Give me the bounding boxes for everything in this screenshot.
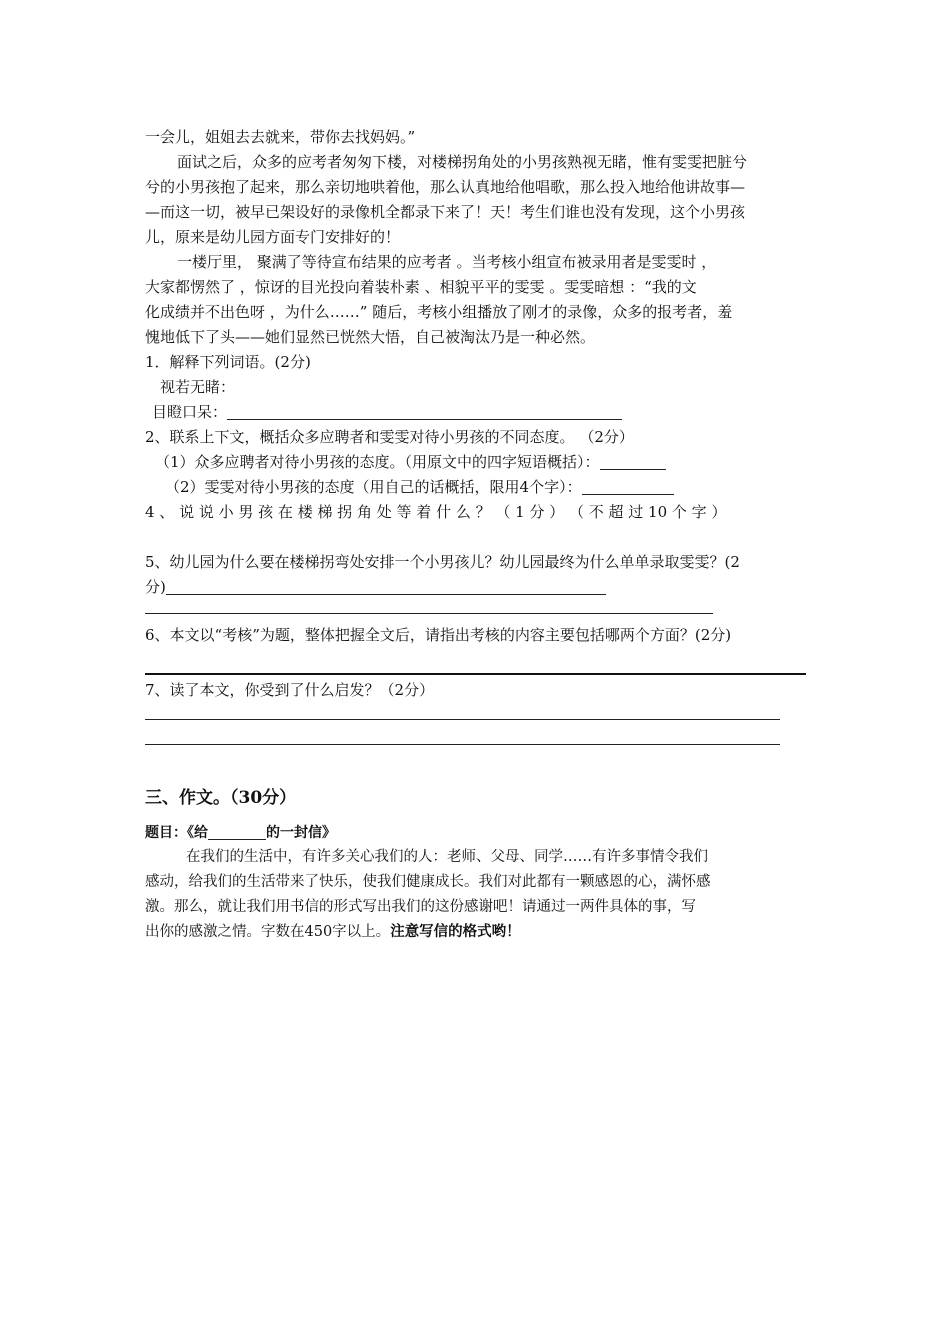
passage-line: 愧地低下了头——她们显然已恍然大悟，自己被淘汰乃是一种必然。 bbox=[145, 328, 596, 346]
composition-body-line: 在我们的生活中，有许多关心我们的人：老师、父母、同学……有许多事情令我们 bbox=[186, 849, 708, 865]
term-label: 目瞪口呆： bbox=[152, 403, 228, 421]
question-1-term-b bbox=[152, 400, 622, 424]
format-note: 注意写信的格式哟！ bbox=[390, 923, 521, 940]
composition-body-line: 出你的感激之情。字数在450字以上。 bbox=[145, 924, 391, 940]
answer-line[interactable] bbox=[145, 673, 806, 675]
passage-line: 一会儿，姐姐去去就来，带你去找妈妈。” bbox=[145, 128, 416, 146]
question-4: 4 、 说 说 小 男 孩 在 楼 梯 拐 角 处 等 着 什 么 ？ （ 1 分 ） （ 不 超 过 10 个 字 ） bbox=[145, 503, 727, 521]
composition-body-line: 激。那么，就让我们用书信的形式写出我们的这份感谢吧！请通过一两件具体的事，写 bbox=[145, 899, 696, 915]
composition-title bbox=[145, 821, 336, 845]
answer-line[interactable] bbox=[166, 578, 606, 595]
passage-line: 一楼厅里， 聚满了等待宣布结果的应考者 。当考核小组宣布被录用者是雯雯时 ， bbox=[177, 253, 717, 271]
question-2: 2、联系上下文，概括众多应聘者和雯雯对待小男孩的不同态度。 （2分） bbox=[145, 428, 634, 446]
question-5-cont bbox=[145, 575, 606, 599]
question-1: 1．解释下列词语。(2分) bbox=[145, 353, 311, 371]
title-blank[interactable] bbox=[208, 825, 266, 840]
answer-line[interactable] bbox=[145, 613, 713, 614]
answer-line[interactable] bbox=[227, 403, 622, 420]
question-2-part-1 bbox=[155, 450, 666, 474]
question-6: 6、本文以“考核”为题，整体把握全文后，请指出考核的内容主要包括哪两个方面？(2分) bbox=[145, 626, 732, 644]
passage-line: —而这一切，被早已架设好的录像机全都录下来了！天！考生们谁也没有发现，这个小男孩 bbox=[145, 203, 746, 221]
part-label: （1）众多应聘者对待小男孩的态度。（用原文中的四字短语概括）： bbox=[155, 453, 600, 471]
passage-line: 大家都愣然了 ，惊讶的目光投向着装朴素 、相貌平平的雯雯 。雯雯暗想 ：“我的文 bbox=[145, 278, 697, 296]
question-7: 7、读了本文，你受到了什么启发？（2分） bbox=[145, 681, 435, 699]
question-2-part-2 bbox=[165, 475, 674, 499]
passage-line: 兮的小男孩抱了起来，那么亲切地哄着他，那么认真地给他唱歌，那么投入地给他讲故事— bbox=[145, 178, 746, 196]
question-5-tail: 分) bbox=[145, 578, 166, 596]
title-suffix: 的一封信》 bbox=[266, 825, 336, 841]
answer-line[interactable] bbox=[145, 719, 780, 720]
answer-line[interactable] bbox=[582, 478, 674, 495]
passage-line: 儿，原来是幼儿园方面专门安排好的！ bbox=[145, 228, 401, 246]
section-heading: 三、作文。（30分） bbox=[145, 788, 297, 808]
title-prefix: 题目：《给 bbox=[145, 825, 208, 841]
passage-line: 面试之后，众多的应考者匆匆下楼，对楼梯拐角处的小男孩熟视无睹，惟有雯雯把脏兮 bbox=[177, 153, 748, 171]
answer-line[interactable] bbox=[600, 453, 666, 470]
question-5: 5、幼儿园为什么要在楼梯拐弯处安排一个小男孩儿？幼儿园最终为什么单单录取雯雯？(2 bbox=[145, 553, 740, 571]
question-1-term-a: 视若无睹： bbox=[160, 378, 236, 396]
composition-body-line: 感动，给我们的生活带来了快乐，使我们健康成长。我们对此都有一颗感恩的心，满怀感 bbox=[145, 874, 711, 890]
composition-body-last bbox=[145, 920, 521, 944]
answer-line[interactable] bbox=[145, 744, 780, 745]
passage-line: 化成绩并不出色呀 ，为什么……” 随后，考核小组播放了刚才的录像，众多的报考者，羞 bbox=[145, 303, 733, 321]
part-label: （2）雯雯对待小男孩的态度（用自己的话概括，限用4个字）： bbox=[165, 478, 582, 496]
